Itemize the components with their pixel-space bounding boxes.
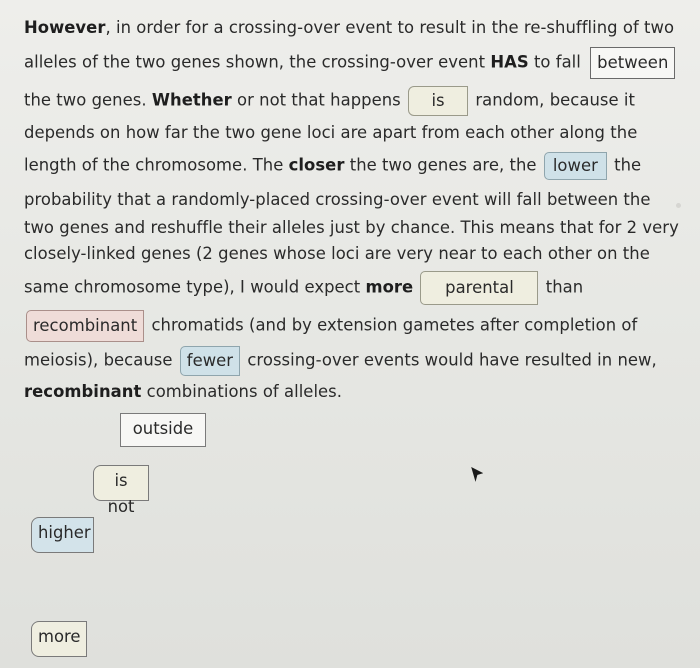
text: the two genes.: [24, 90, 152, 110]
chip-is-not[interactable]: is not: [93, 465, 149, 501]
text: same chromosome type), I would expect: [24, 277, 366, 297]
bold-closer: closer: [288, 155, 345, 175]
bold-whether: Whether: [151, 90, 232, 110]
blank-recombinant[interactable]: recombinant: [26, 310, 144, 342]
line-10: [26, 310, 637, 342]
blank-lower[interactable]: lower: [544, 152, 607, 180]
text: two genes and reshuffle their alleles just by chance. This means that for 2 very: [24, 218, 679, 237]
blank-parental[interactable]: parental: [420, 271, 538, 305]
line-5: [24, 152, 641, 180]
line-8: [24, 243, 650, 265]
line-3: [24, 86, 635, 116]
text: alleles of the two genes shown, the crossing-over event: [24, 52, 491, 72]
mouse-cursor-icon: [471, 467, 483, 483]
text: chromatids (and by extension gametes after completion of: [151, 315, 638, 335]
line-2: [24, 47, 677, 79]
text: the: [614, 155, 642, 175]
line-6: [24, 189, 650, 211]
text: or not that happens: [231, 90, 401, 110]
text: than: [545, 277, 584, 297]
faint-dot: [676, 203, 681, 208]
text: the two genes are, the: [344, 155, 537, 175]
blank-is[interactable]: is: [408, 86, 468, 116]
text: length of the chromosome. The: [24, 155, 289, 175]
line-7: [24, 217, 679, 239]
bold-has: HAS: [490, 52, 529, 72]
line-4: [24, 122, 637, 144]
bold-however: However: [24, 18, 106, 37]
blank-fewer[interactable]: fewer: [180, 346, 240, 376]
text: to fall: [528, 52, 581, 72]
text: meiosis), because: [24, 350, 173, 370]
chip-outside[interactable]: outside: [120, 413, 206, 447]
text: , in order for a crossing-over event to result in the re-shuffling of two: [105, 18, 675, 37]
line-1: [24, 17, 674, 39]
chip-higher[interactable]: higher: [31, 517, 94, 553]
text: depends on how far the two gene loci are apart from each other along the: [24, 123, 638, 142]
text: random, because it: [475, 90, 635, 110]
text: closely-linked genes (2 genes whose loci are very near to each other on the: [24, 244, 650, 263]
blank-between[interactable]: between: [590, 47, 675, 79]
text: combinations of alleles.: [141, 382, 343, 401]
bold-more: more: [365, 277, 414, 297]
text: probability that a randomly-placed crossing-over event will fall between the: [24, 190, 651, 209]
text: crossing-over events would have resulted in new,: [247, 350, 657, 370]
line-9: [24, 271, 583, 305]
line-12: [24, 381, 342, 403]
bold-recombinant: recombinant: [24, 382, 142, 401]
chip-more[interactable]: more: [31, 621, 87, 657]
line-11: [24, 346, 657, 376]
